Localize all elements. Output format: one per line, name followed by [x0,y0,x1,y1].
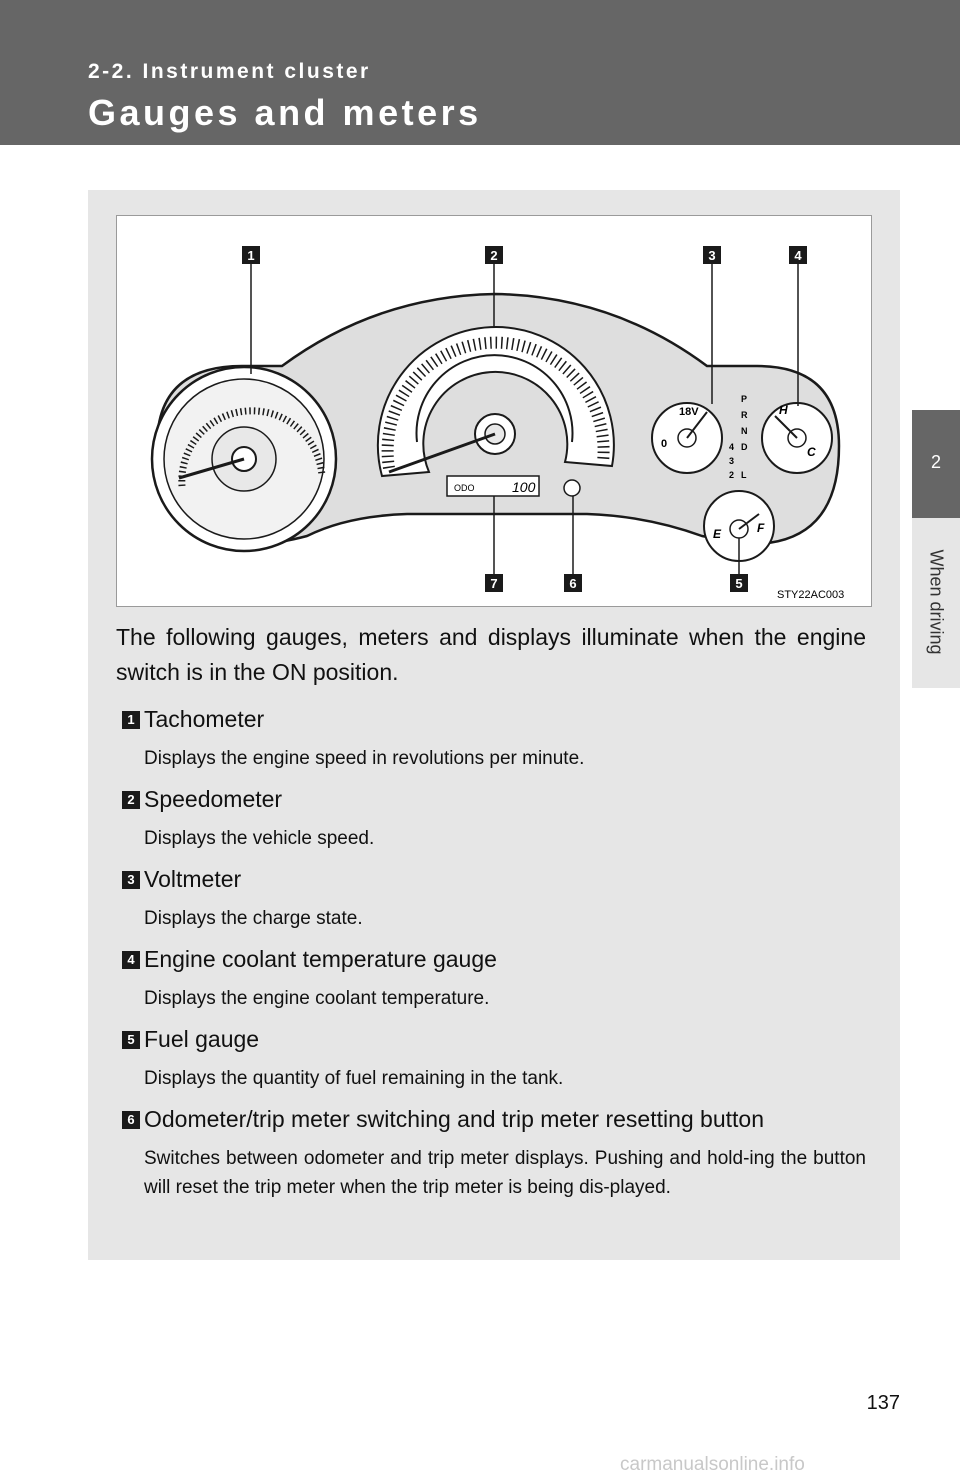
item-number-badge: 1 [122,711,140,729]
page-header [0,0,960,145]
item-description: Displays the quantity of fuel remaining in the tank. [144,1068,564,1089]
item-title: Odometer/trip meter switching and trip meter resetting button [144,1106,765,1132]
item-description: Displays the engine coolant temperature. [144,988,490,1009]
callout-4-label: 4 [794,248,802,263]
callout-badge-5 [730,574,748,592]
callout-badge-1 [242,246,260,264]
instrument-cluster-figure [116,215,872,607]
item-description: Switches between odometer and trip meter displays. Pushing and hold-ing the button will reset the trip meter when the trip meter is being dis-played. [144,1148,866,1198]
item-description: Displays the engine speed in revolutions per minute. [144,748,585,769]
trip-button[interactable] [564,480,580,496]
callout-2-label: 2 [490,248,498,263]
callout-6-label: 6 [569,576,577,591]
fuel-full-label: F [757,521,765,535]
odometer-label: ODO [454,483,475,493]
item-title: Speedometer [144,786,283,812]
chapter-title: When driving [926,549,947,655]
intro-paragraph: The following gauges, meters and displays illuminate when the engine switch is in the ON position. [116,624,866,685]
chapter-number: 2 [930,452,941,472]
item-number-badge: 3 [122,871,140,889]
temp-hot-label: H [779,403,788,417]
watermark[interactable]: carmanualsonline.info [620,1454,805,1475]
shift-label-3: 3 [729,456,735,466]
shift-label-r: R [741,410,748,420]
instrument-cluster-illustration [117,216,873,608]
voltmeter-max-label: 18V [679,406,699,418]
item-number-badge: 5 [122,1031,140,1049]
callout-7-label: 7 [490,576,498,591]
shift-label-p: P [741,394,748,404]
shift-label-d: D [741,442,748,452]
figure-code: STY22AC003 [777,589,845,601]
item-description: Displays the charge state. [144,908,363,929]
odometer-value: 100 [512,479,536,495]
coolant-temp-gauge [762,403,832,473]
shift-label-2: 2 [729,470,735,480]
item-title: Tachometer [144,706,265,732]
shift-label-4: 4 [729,442,735,452]
section-label: 2-2. Instrument cluster [88,60,371,83]
callout-badge-3 [703,246,721,264]
callout-badge-7 [485,574,503,592]
item-number-badge: 2 [122,791,140,809]
item-title: Voltmeter [144,866,242,892]
fuel-empty-label: E [713,527,722,541]
item-number-badge: 6 [122,1111,140,1129]
item-title: Engine coolant temperature gauge [144,946,497,972]
item-title: Fuel gauge [144,1026,260,1052]
page-number: 137 [866,1392,900,1414]
voltmeter-min-label: 0 [661,438,668,450]
callout-1-label: 1 [247,248,255,263]
page-title: Gauges and meters [88,92,482,133]
shift-label-l: L [741,470,747,480]
callout-3-label: 3 [708,248,716,263]
item-number-badge: 4 [122,951,140,969]
callout-5-label: 5 [735,576,743,591]
callout-badge-2 [485,246,503,264]
temp-cold-label: C [807,445,816,459]
shift-label-n: N [741,426,748,436]
callout-badge-6 [564,574,582,592]
tachometer-gauge [152,367,336,551]
callout-badge-4 [789,246,807,264]
item-description: Displays the vehicle speed. [144,828,375,849]
